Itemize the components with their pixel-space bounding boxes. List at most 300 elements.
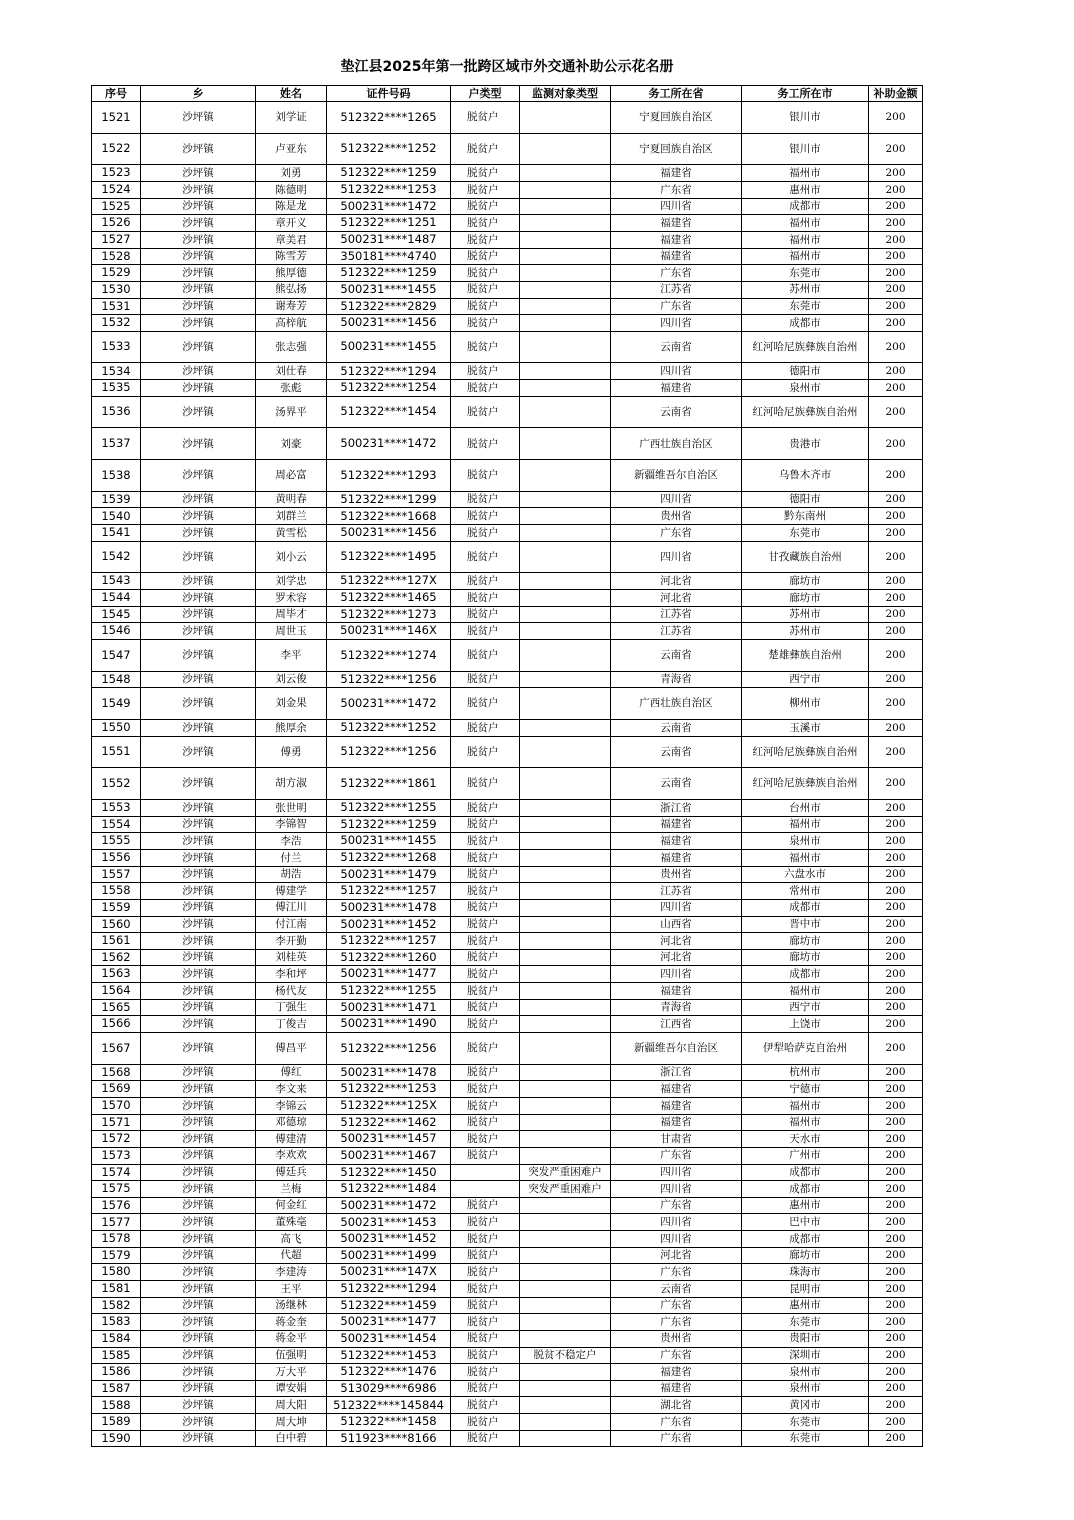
cell-township: 沙坪镇 [141, 590, 256, 607]
cell-work-city: 乌鲁木齐市 [742, 460, 869, 492]
cell-id-number: 500231****1478 [327, 899, 451, 916]
table-row [92, 623, 923, 640]
cell-subsidy: 200 [869, 265, 923, 282]
header-id-number: 证件号码 [327, 86, 451, 102]
cell-id-number: 512322****1259 [327, 816, 451, 833]
cell-subsidy: 200 [869, 1032, 923, 1064]
cell-work-province: 广东省 [611, 1314, 742, 1331]
cell-name: 刘桂英 [256, 949, 327, 966]
cell-monitor-type [520, 298, 611, 315]
cell-id-number: 500231****1456 [327, 315, 451, 332]
cell-township: 沙坪镇 [141, 1197, 256, 1214]
cell-monitor-type [520, 1214, 611, 1231]
cell-household-type [451, 1164, 520, 1181]
cell-id-number: 512322****1462 [327, 1114, 451, 1131]
cell-household-type: 脱贫户 [451, 833, 520, 850]
cell-index: 1535 [92, 380, 141, 397]
cell-id-number: 500231****1478 [327, 1064, 451, 1081]
cell-id-number: 512322****1861 [327, 768, 451, 800]
cell-household-type: 脱贫户 [451, 1147, 520, 1164]
cell-monitor-type [520, 198, 611, 215]
header-monitor-type: 监测对象类型 [520, 86, 611, 102]
cell-work-city: 红河哈尼族彝族自治州 [742, 331, 869, 363]
cell-household-type: 脱贫户 [451, 231, 520, 248]
cell-name: 傅勇 [256, 736, 327, 768]
cell-name: 陈雪芳 [256, 248, 327, 265]
cell-work-province: 广东省 [611, 1197, 742, 1214]
cell-id-number: 512322****1255 [327, 983, 451, 1000]
cell-monitor-type [520, 606, 611, 623]
cell-index: 1556 [92, 849, 141, 866]
cell-monitor-type [520, 816, 611, 833]
cell-household-type: 脱贫户 [451, 999, 520, 1016]
cell-index: 1527 [92, 231, 141, 248]
cell-name: 熊厚余 [256, 720, 327, 737]
cell-monitor-type [520, 1364, 611, 1381]
cell-name: 李锦云 [256, 1097, 327, 1114]
cell-household-type: 脱贫户 [451, 883, 520, 900]
cell-monitor-type [520, 231, 611, 248]
cell-subsidy: 200 [869, 849, 923, 866]
cell-work-city: 宁德市 [742, 1081, 869, 1098]
cell-monitor-type [520, 428, 611, 460]
cell-household-type: 脱贫户 [451, 198, 520, 215]
cell-township: 沙坪镇 [141, 133, 256, 165]
cell-index: 1537 [92, 428, 141, 460]
cell-id-number: 500231****1472 [327, 688, 451, 720]
cell-index: 1567 [92, 1032, 141, 1064]
table-row [92, 1264, 923, 1281]
cell-id-number: 512322****1253 [327, 1081, 451, 1098]
cell-name: 邓德琼 [256, 1114, 327, 1131]
cell-household-type: 脱贫户 [451, 1364, 520, 1381]
cell-name: 蒋金平 [256, 1330, 327, 1347]
cell-subsidy: 200 [869, 1164, 923, 1181]
cell-household-type: 脱贫户 [451, 298, 520, 315]
cell-household-type: 脱贫户 [451, 916, 520, 933]
cell-index: 1564 [92, 983, 141, 1000]
cell-household-type: 脱贫户 [451, 590, 520, 607]
cell-name: 何金红 [256, 1197, 327, 1214]
cell-index: 1587 [92, 1380, 141, 1397]
table-row [92, 883, 923, 900]
cell-township: 沙坪镇 [141, 231, 256, 248]
cell-index: 1521 [92, 102, 141, 134]
cell-index: 1542 [92, 541, 141, 573]
cell-township: 沙坪镇 [141, 736, 256, 768]
cell-subsidy: 200 [869, 231, 923, 248]
cell-id-number: 512322****1259 [327, 165, 451, 182]
cell-township: 沙坪镇 [141, 1364, 256, 1381]
cell-name: 周世玉 [256, 623, 327, 640]
cell-name: 罗术容 [256, 590, 327, 607]
cell-township: 沙坪镇 [141, 198, 256, 215]
cell-household-type: 脱贫户 [451, 363, 520, 380]
cell-work-city: 东莞市 [742, 265, 869, 282]
cell-monitor-type [520, 1281, 611, 1298]
cell-id-number: 500231****146X [327, 623, 451, 640]
cell-name: 刘学证 [256, 102, 327, 134]
cell-monitor-type [520, 671, 611, 688]
cell-monitor-type [520, 573, 611, 590]
cell-id-number: 512322****1260 [327, 949, 451, 966]
cell-index: 1586 [92, 1364, 141, 1381]
cell-work-city: 泉州市 [742, 1364, 869, 1381]
cell-monitor-type [520, 1231, 611, 1248]
cell-work-province: 云南省 [611, 1281, 742, 1298]
cell-index: 1531 [92, 298, 141, 315]
cell-id-number: 512322****1450 [327, 1164, 451, 1181]
cell-township: 沙坪镇 [141, 933, 256, 950]
cell-township: 沙坪镇 [141, 639, 256, 671]
cell-id-number: 512322****1294 [327, 1281, 451, 1298]
cell-work-city: 廊坊市 [742, 949, 869, 966]
cell-work-city: 泉州市 [742, 1380, 869, 1397]
cell-monitor-type [520, 315, 611, 332]
cell-monitor-type [520, 491, 611, 508]
cell-work-province: 四川省 [611, 198, 742, 215]
cell-subsidy: 200 [869, 525, 923, 542]
cell-work-province: 甘肃省 [611, 1131, 742, 1148]
cell-monitor-type [520, 525, 611, 542]
cell-index: 1538 [92, 460, 141, 492]
cell-name: 伍强明 [256, 1347, 327, 1364]
cell-township: 沙坪镇 [141, 165, 256, 182]
cell-work-city: 贵港市 [742, 428, 869, 460]
header-row [92, 86, 923, 102]
cell-township: 沙坪镇 [141, 315, 256, 332]
cell-name: 汤继林 [256, 1297, 327, 1314]
header-township: 乡 [141, 86, 256, 102]
table-row [92, 1430, 923, 1447]
cell-monitor-type [520, 1114, 611, 1131]
cell-subsidy: 200 [869, 182, 923, 199]
cell-work-city: 苏州市 [742, 606, 869, 623]
cell-household-type: 脱贫户 [451, 639, 520, 671]
cell-subsidy: 200 [869, 1414, 923, 1431]
table-row [92, 1147, 923, 1164]
cell-work-province: 四川省 [611, 1214, 742, 1231]
cell-subsidy: 200 [869, 899, 923, 916]
cell-subsidy: 200 [869, 1064, 923, 1081]
cell-township: 沙坪镇 [141, 849, 256, 866]
table-row [92, 1297, 923, 1314]
cell-township: 沙坪镇 [141, 1347, 256, 1364]
table-row [92, 248, 923, 265]
cell-work-city: 泉州市 [742, 380, 869, 397]
cell-township: 沙坪镇 [141, 671, 256, 688]
cell-id-number: 512322****1265 [327, 102, 451, 134]
cell-household-type: 脱贫户 [451, 281, 520, 298]
cell-township: 沙坪镇 [141, 916, 256, 933]
cell-monitor-type [520, 866, 611, 883]
cell-township: 沙坪镇 [141, 1214, 256, 1231]
cell-index: 1589 [92, 1414, 141, 1431]
cell-monitor-type: 突发严重困难户 [520, 1181, 611, 1198]
cell-work-city: 昆明市 [742, 1281, 869, 1298]
cell-subsidy: 200 [869, 102, 923, 134]
cell-household-type: 脱贫户 [451, 933, 520, 950]
cell-index: 1580 [92, 1264, 141, 1281]
cell-id-number: 500231****1477 [327, 1314, 451, 1331]
cell-name: 李浩 [256, 833, 327, 850]
cell-township: 沙坪镇 [141, 1064, 256, 1081]
cell-index: 1578 [92, 1231, 141, 1248]
cell-name: 黄明春 [256, 491, 327, 508]
cell-work-city: 福州市 [742, 248, 869, 265]
cell-household-type: 脱贫户 [451, 1247, 520, 1264]
cell-monitor-type [520, 281, 611, 298]
cell-township: 沙坪镇 [141, 1164, 256, 1181]
cell-township: 沙坪镇 [141, 215, 256, 232]
cell-id-number: 512322****145844 [327, 1397, 451, 1414]
cell-index: 1526 [92, 215, 141, 232]
cell-work-city: 珠海市 [742, 1264, 869, 1281]
cell-name: 杨代友 [256, 983, 327, 1000]
cell-work-city: 惠州市 [742, 182, 869, 199]
cell-name: 张志强 [256, 331, 327, 363]
cell-subsidy: 200 [869, 916, 923, 933]
cell-work-city: 巴中市 [742, 1214, 869, 1231]
cell-monitor-type [520, 623, 611, 640]
cell-monitor-type [520, 541, 611, 573]
table-row [92, 1231, 923, 1248]
cell-work-province: 广东省 [611, 525, 742, 542]
cell-household-type: 脱贫户 [451, 573, 520, 590]
cell-work-province: 浙江省 [611, 1064, 742, 1081]
cell-name: 胡浩 [256, 866, 327, 883]
cell-id-number: 500231****1479 [327, 866, 451, 883]
cell-township: 沙坪镇 [141, 281, 256, 298]
cell-name: 傅建清 [256, 1131, 327, 1148]
cell-household-type: 脱贫户 [451, 1314, 520, 1331]
cell-name: 谢寿芳 [256, 298, 327, 315]
cell-township: 沙坪镇 [141, 833, 256, 850]
cell-household-type: 脱贫户 [451, 460, 520, 492]
cell-work-province: 云南省 [611, 396, 742, 428]
cell-index: 1543 [92, 573, 141, 590]
cell-name: 傅昌平 [256, 1032, 327, 1064]
cell-monitor-type [520, 916, 611, 933]
cell-work-province: 江苏省 [611, 623, 742, 640]
cell-township: 沙坪镇 [141, 248, 256, 265]
cell-index: 1544 [92, 590, 141, 607]
cell-id-number: 500231****1472 [327, 198, 451, 215]
cell-id-number: 500231****1457 [327, 1131, 451, 1148]
cell-township: 沙坪镇 [141, 1231, 256, 1248]
cell-monitor-type [520, 1397, 611, 1414]
cell-household-type: 脱贫户 [451, 133, 520, 165]
cell-subsidy: 200 [869, 1181, 923, 1198]
cell-township: 沙坪镇 [141, 899, 256, 916]
cell-work-city: 玉溪市 [742, 720, 869, 737]
cell-work-province: 贵州省 [611, 1330, 742, 1347]
cell-work-city: 德阳市 [742, 363, 869, 380]
cell-id-number: 512322****1268 [327, 849, 451, 866]
table-row [92, 298, 923, 315]
cell-index: 1590 [92, 1430, 141, 1447]
cell-monitor-type [520, 1297, 611, 1314]
cell-work-city: 深圳市 [742, 1347, 869, 1364]
cell-monitor-type: 突发严重困难户 [520, 1164, 611, 1181]
cell-work-province: 广东省 [611, 1414, 742, 1431]
cell-subsidy: 200 [869, 133, 923, 165]
table-row [92, 1414, 923, 1431]
cell-household-type: 脱贫户 [451, 1380, 520, 1397]
cell-subsidy: 200 [869, 1264, 923, 1281]
cell-id-number: 511923****8166 [327, 1430, 451, 1447]
cell-name: 傅建学 [256, 883, 327, 900]
cell-work-province: 四川省 [611, 315, 742, 332]
cell-index: 1522 [92, 133, 141, 165]
cell-monitor-type [520, 1064, 611, 1081]
cell-name: 李文来 [256, 1081, 327, 1098]
cell-index: 1552 [92, 768, 141, 800]
cell-subsidy: 200 [869, 1281, 923, 1298]
cell-work-province: 云南省 [611, 768, 742, 800]
cell-monitor-type [520, 966, 611, 983]
cell-subsidy: 200 [869, 966, 923, 983]
cell-name: 周大阳 [256, 1397, 327, 1414]
cell-name: 李建涛 [256, 1264, 327, 1281]
table-row [92, 1330, 923, 1347]
cell-monitor-type [520, 215, 611, 232]
table-row [92, 281, 923, 298]
table-row [92, 460, 923, 492]
cell-work-city: 成都市 [742, 899, 869, 916]
cell-household-type: 脱贫户 [451, 1131, 520, 1148]
cell-id-number: 512322****1299 [327, 491, 451, 508]
cell-township: 沙坪镇 [141, 525, 256, 542]
cell-work-province: 江苏省 [611, 883, 742, 900]
cell-id-number: 512322****1668 [327, 508, 451, 525]
cell-index: 1583 [92, 1314, 141, 1331]
cell-id-number: 500231****1455 [327, 281, 451, 298]
cell-name: 李欢欢 [256, 1147, 327, 1164]
cell-township: 沙坪镇 [141, 428, 256, 460]
cell-household-type: 脱贫户 [451, 1414, 520, 1431]
cell-id-number: 512322****1484 [327, 1181, 451, 1198]
cell-name: 熊弘扬 [256, 281, 327, 298]
cell-index: 1585 [92, 1347, 141, 1364]
cell-id-number: 512322****1476 [327, 1364, 451, 1381]
cell-township: 沙坪镇 [141, 573, 256, 590]
cell-monitor-type [520, 1147, 611, 1164]
cell-subsidy: 200 [869, 983, 923, 1000]
cell-work-province: 贵州省 [611, 508, 742, 525]
cell-work-city: 福州市 [742, 1114, 869, 1131]
table-row [92, 1131, 923, 1148]
cell-index: 1548 [92, 671, 141, 688]
cell-work-city: 西宁市 [742, 999, 869, 1016]
cell-household-type: 脱贫户 [451, 396, 520, 428]
cell-work-city: 福州市 [742, 215, 869, 232]
cell-id-number: 350181****4740 [327, 248, 451, 265]
cell-name: 周毕才 [256, 606, 327, 623]
cell-subsidy: 200 [869, 363, 923, 380]
cell-index: 1571 [92, 1114, 141, 1131]
cell-monitor-type [520, 1247, 611, 1264]
cell-name: 傅江川 [256, 899, 327, 916]
table-row [92, 1380, 923, 1397]
cell-monitor-type [520, 688, 611, 720]
cell-household-type: 脱贫户 [451, 1016, 520, 1033]
cell-work-city: 东莞市 [742, 1430, 869, 1447]
cell-household-type: 脱贫户 [451, 849, 520, 866]
cell-household-type: 脱贫户 [451, 1081, 520, 1098]
cell-work-city: 廊坊市 [742, 590, 869, 607]
cell-work-city: 成都市 [742, 198, 869, 215]
cell-work-city: 东莞市 [742, 525, 869, 542]
cell-monitor-type [520, 983, 611, 1000]
cell-name: 董殊亳 [256, 1214, 327, 1231]
cell-subsidy: 200 [869, 1380, 923, 1397]
cell-work-city: 成都市 [742, 966, 869, 983]
cell-monitor-type [520, 1430, 611, 1447]
cell-index: 1550 [92, 720, 141, 737]
table-row [92, 165, 923, 182]
cell-work-province: 福建省 [611, 849, 742, 866]
cell-work-city: 银川市 [742, 102, 869, 134]
cell-work-city: 伊犁哈萨克自治州 [742, 1032, 869, 1064]
table-row [92, 428, 923, 460]
cell-index: 1549 [92, 688, 141, 720]
cell-name: 张彪 [256, 380, 327, 397]
cell-household-type: 脱贫户 [451, 671, 520, 688]
cell-township: 沙坪镇 [141, 1016, 256, 1033]
cell-subsidy: 200 [869, 736, 923, 768]
cell-monitor-type [520, 331, 611, 363]
cell-monitor-type [520, 165, 611, 182]
table-row [92, 1097, 923, 1114]
cell-subsidy: 200 [869, 1114, 923, 1131]
cell-household-type: 脱贫户 [451, 541, 520, 573]
cell-id-number: 512322****2829 [327, 298, 451, 315]
cell-id-number: 512322****1252 [327, 133, 451, 165]
cell-household-type: 脱贫户 [451, 248, 520, 265]
cell-subsidy: 200 [869, 1330, 923, 1347]
cell-township: 沙坪镇 [141, 491, 256, 508]
cell-id-number: 512322****1252 [327, 720, 451, 737]
cell-work-province: 广东省 [611, 298, 742, 315]
cell-id-number: 512322****1253 [327, 182, 451, 199]
cell-monitor-type [520, 380, 611, 397]
cell-monitor-type [520, 396, 611, 428]
cell-name: 周必富 [256, 460, 327, 492]
cell-index: 1554 [92, 816, 141, 833]
header-work-province: 务工所在省 [611, 86, 742, 102]
cell-id-number: 512322****1454 [327, 396, 451, 428]
cell-subsidy: 200 [869, 491, 923, 508]
table-row [92, 508, 923, 525]
cell-work-province: 广东省 [611, 182, 742, 199]
cell-township: 沙坪镇 [141, 720, 256, 737]
cell-id-number: 500231****1472 [327, 1197, 451, 1214]
cell-name: 兰梅 [256, 1181, 327, 1198]
cell-work-city: 台州市 [742, 800, 869, 817]
cell-work-city: 福州市 [742, 231, 869, 248]
cell-household-type: 脱贫户 [451, 1330, 520, 1347]
cell-id-number: 512322****1453 [327, 1347, 451, 1364]
cell-work-province: 四川省 [611, 1231, 742, 1248]
cell-township: 沙坪镇 [141, 102, 256, 134]
cell-household-type: 脱贫户 [451, 720, 520, 737]
cell-township: 沙坪镇 [141, 1314, 256, 1331]
cell-id-number: 512322****127X [327, 573, 451, 590]
cell-work-province: 广西壮族自治区 [611, 688, 742, 720]
cell-township: 沙坪镇 [141, 1297, 256, 1314]
cell-id-number: 512322****1251 [327, 215, 451, 232]
